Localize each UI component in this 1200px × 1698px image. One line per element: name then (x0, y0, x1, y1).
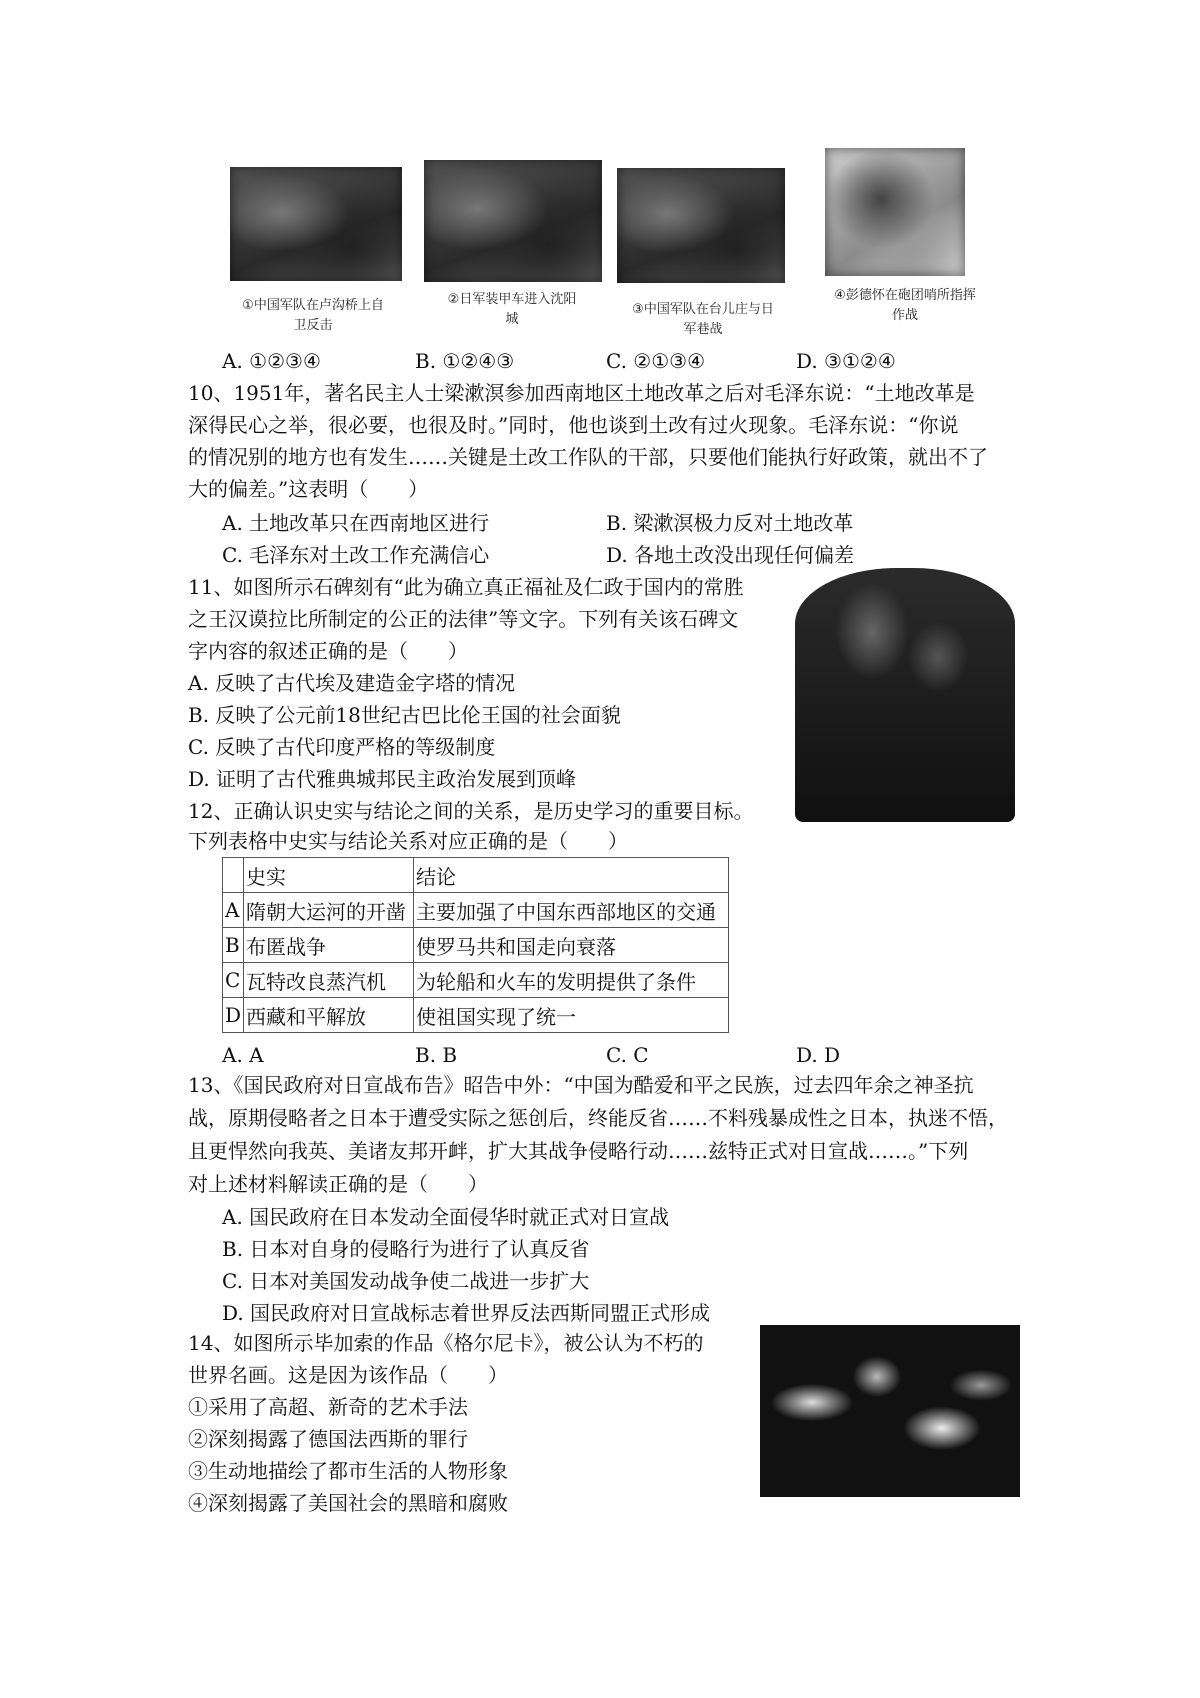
q11-stem-line: 11、如图所示石碑刻有“此为确立真正福祉及仁政于国内的常胜 (188, 575, 744, 599)
facts-conclusions-table (222, 857, 729, 1033)
q9-option-a: A. ①②③④ (222, 349, 321, 373)
q13-stem-line: 且更悍然向我英、美诸友邦开衅，扩大其战争侵略行动……兹特正式对日宣战……。”下列 (188, 1139, 969, 1163)
q12-option-c: C. C (606, 1043, 649, 1067)
table-cell: 使祖国实现了统一 (414, 998, 729, 1033)
table-cell: 为轮船和火车的发明提供了条件 (414, 963, 729, 998)
photo-lugou-bridge (230, 167, 402, 281)
q14-stem-line: 14、如图所示毕加索的作品《格尔尼卡》，被公认为不朽的 (188, 1331, 704, 1355)
table-row (223, 963, 729, 998)
photo-taierzhuang (617, 168, 785, 283)
q9-option-d: D. ③①②④ (796, 349, 896, 373)
q13-stem-line: 战，原期侵略者之日本于遭受实际之惩创后，终能反省……不料残暴成性之日本，执迷不悟， (188, 1106, 1008, 1130)
q9-option-c: C. ②①③④ (606, 349, 706, 373)
table-row (223, 998, 729, 1033)
q13-option-b: B. 日本对自身的侵略行为进行了认真反省 (222, 1237, 590, 1261)
q11-option-c: C. 反映了古代印度严格的等级制度 (188, 735, 496, 759)
q10-option-c: C. 毛泽东对土改工作充满信心 (222, 543, 490, 567)
table-header-cell (223, 858, 244, 893)
q12-option-d: D. D (796, 1043, 841, 1067)
q10-stem-line: 10、1951年，著名民主人士梁漱溟参加西南地区土地改革之后对毛泽东说：“土地改革是 (188, 381, 975, 405)
table-cell: 主要加强了中国东西部地区的交通 (414, 893, 729, 928)
q11-option-a: A. 反映了古代埃及建造金字塔的情况 (188, 671, 516, 695)
table-cell: 隋朝大运河的开凿 (244, 893, 414, 928)
q10-option-d: D. 各地土改没出现任何偏差 (606, 543, 855, 567)
q14-item-2: ②深刻揭露了德国法西斯的罪行 (188, 1427, 468, 1451)
q14-item-4: ④深刻揭露了美国社会的黑暗和腐败 (188, 1491, 508, 1515)
q10-stem-line: 大的偏差。”这表明（ ） (188, 477, 429, 501)
guernica-painting-image (760, 1325, 1020, 1497)
q12-option-b: B. B (415, 1043, 458, 1067)
q10-stem-line: 的情况别的地方也有发生……关键是土改工作队的干部，只要他们能执行好政策，就出不了 (188, 445, 988, 469)
q12-option-a: A. A (222, 1043, 264, 1067)
table-cell: B (223, 928, 244, 963)
table-header-cell: 史实 (244, 858, 414, 893)
q14-item-3: ③生动地描绘了都市生活的人物形象 (188, 1459, 508, 1483)
q12-stem-line: 12、正确认识史实与结论之间的关系，是历史学习的重要目标。 (188, 799, 754, 823)
photo-armored-car-shenyang (424, 160, 602, 282)
q9-option-b: B. ①②④③ (415, 349, 515, 373)
q13-option-a: A. 国民政府在日本发动全面侵华时就正式对日宣战 (222, 1205, 670, 1229)
photo-caption-2: ②日军装甲车进入沈阳城 (447, 292, 577, 327)
table-cell: C (223, 963, 244, 998)
table-cell: 西藏和平解放 (244, 998, 414, 1033)
photo-caption-1: ①中国军队在卢沟桥上自卫反击 (242, 298, 384, 333)
table-cell: D (223, 998, 244, 1033)
q10-stem-line: 深得民心之举，很必要，也很及时。”同时，他也谈到土改有过火现象。毛泽东说：“你说 (188, 413, 959, 437)
table-row (223, 928, 729, 963)
q13-option-d: D. 国民政府对日宣战标志着世界反法西斯同盟正式形成 (222, 1301, 711, 1325)
q13-stem-line: 对上述材料解读正确的是（ ） (188, 1172, 488, 1196)
photo-peng-dehuai (825, 148, 965, 276)
table-cell: 布匿战争 (244, 928, 414, 963)
q14-item-1: ①采用了高超、新奇的艺术手法 (188, 1395, 468, 1419)
q13-stem-line: 13、《国民政府对日宣战布告》昭告中外：“中国为酷爱和平之民族，过去四年余之神圣抗 (188, 1073, 974, 1097)
photo-caption-3: ③中国军队在台儿庄与日军巷战 (632, 302, 774, 337)
q11-option-d: D. 证明了古代雅典城邦民主政治发展到顶峰 (188, 767, 577, 791)
table-header-cell: 结论 (414, 858, 729, 893)
q11-option-b: B. 反映了公元前18世纪古巴比伦王国的社会面貌 (188, 703, 621, 727)
q10-option-b: B. 梁漱溟极力反对土地改革 (606, 511, 854, 535)
table-cell: A (223, 893, 244, 928)
table-cell: 使罗马共和国走向衰落 (414, 928, 729, 963)
q14-stem-line: 世界名画。这是因为该作品（ ） (188, 1363, 508, 1387)
table-cell: 瓦特改良蒸汽机 (244, 963, 414, 998)
q11-stem-line: 之王汉谟拉比所制定的公正的法律”等文字。下列有关该石碑文 (188, 607, 739, 631)
table-row (223, 893, 729, 928)
q10-option-a: A. 土地改革只在西南地区进行 (222, 511, 490, 535)
hammurabi-stele-image (795, 568, 1015, 822)
table-header-row (223, 858, 729, 893)
photo-caption-4: ④彭德怀在砲团哨所指挥作战 (834, 288, 976, 323)
q12-stem-line: 下列表格中史实与结论关系对应正确的是（ ） (188, 829, 628, 853)
q13-option-c: C. 日本对美国发动战争使二战进一步扩大 (222, 1269, 590, 1293)
q11-stem-line: 字内容的叙述正确的是（ ） (188, 639, 468, 663)
